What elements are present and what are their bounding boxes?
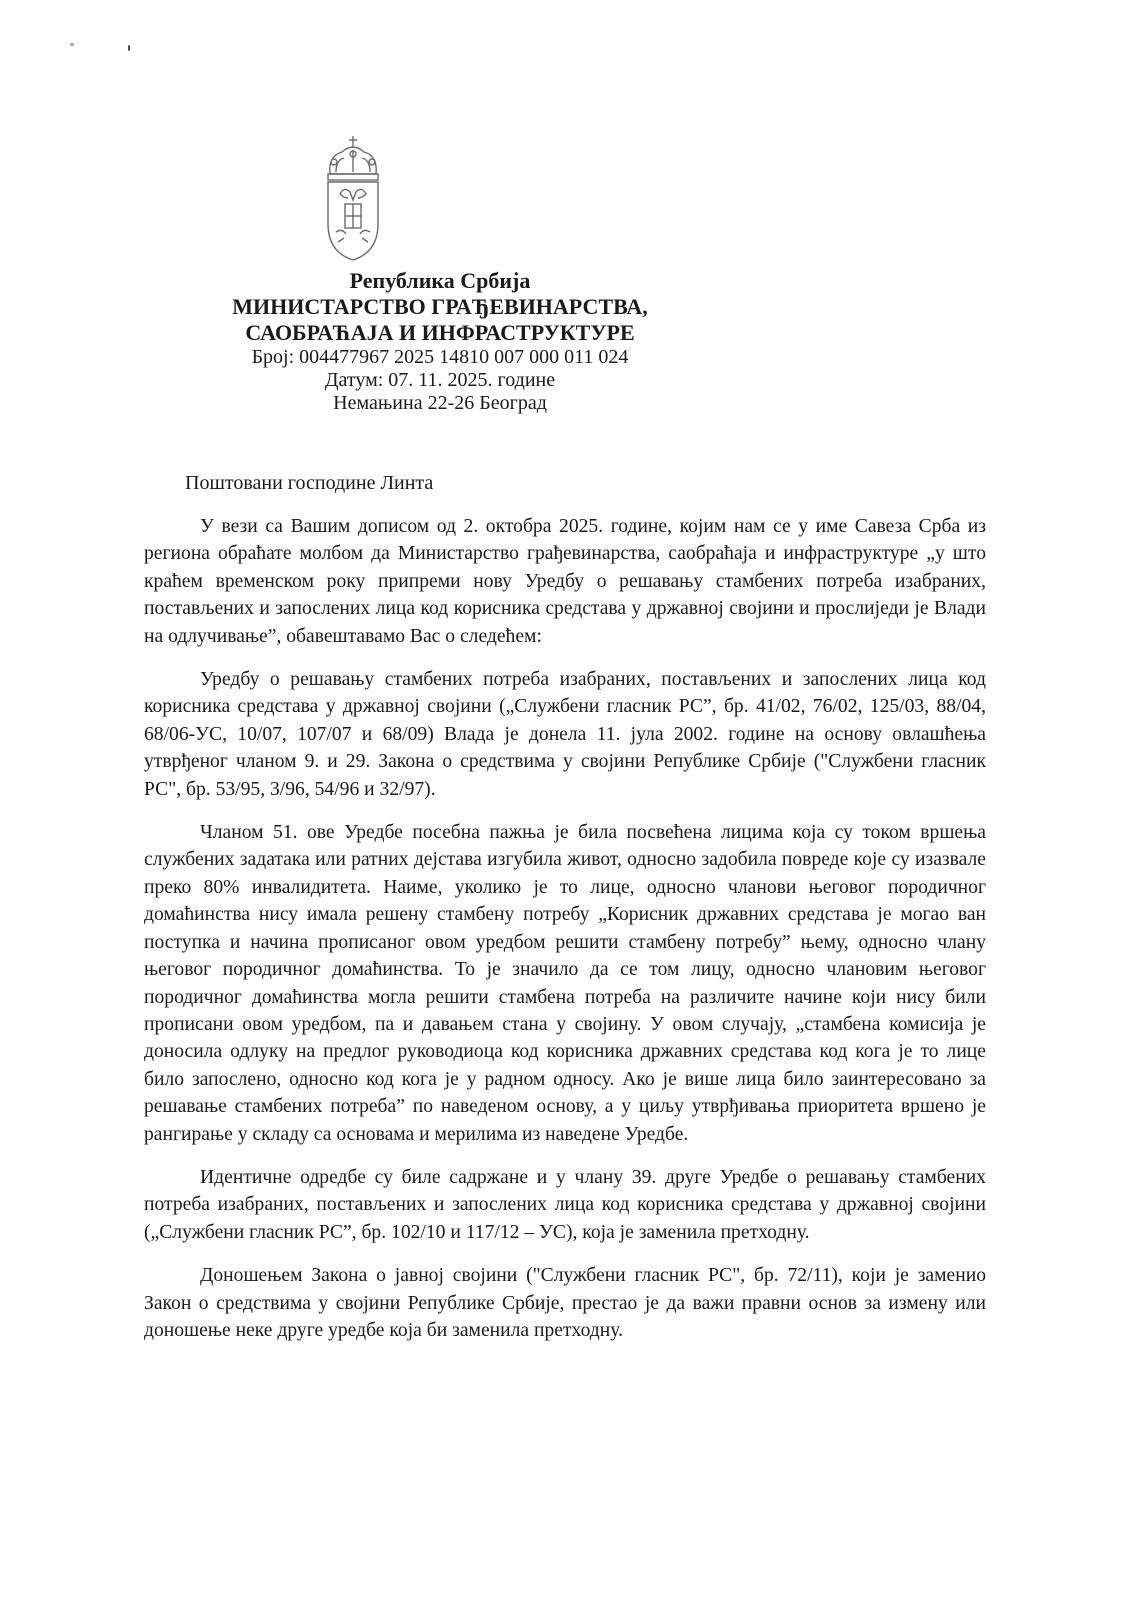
paragraph: У вези са Вашим дописом од 2. октобра 2025. године, којим нам се у име Савеза Срба из региона обраћате молбом да Министарство грађевинарства, саобраћаја и инфраструктуре „у што краћем временском року припреми нову Уредбу о решавању стамбених потреба изабраних, постављених и запослених лица код корисника средстава у државној својини и прослиједи је Влади на одлучивање”, обавештавамо Вас о следећем: (144, 516, 986, 647)
paragraph: Доношењем Закона о јавној својини ("Службени гласник РС", бр. 72/11), који је заменио Закон о средствима у својини Републике Србије, престао је да важи правни основ за измену или доношење неке друге уредбе која би заменила претходну. (144, 1265, 986, 1341)
country-name: Република Србија (349, 268, 531, 293)
letterhead (200, 268, 680, 415)
document-date: Датум: 07. 11. 2025. године (324, 369, 556, 391)
paragraph: Чланом 51. ове Уредбе посебна пажња је била посвећена лицима која су током вршења службених задатака или ратних дејстава изгубила живот, односно задобила повреде које су изазвале преко 80% инвалидитета. Наиме, уколико је то лице, односно чланови његовог породичног домаћинства нису имала решену стамбену потребу „Корисник државних средстава је могао ван поступка и начина прописаног овом уредбом решити стамбену потребу” њему, односно члану његовог породичног домаћинства. То је значило да се том лицу, односно члановим његовог породичног домаћинства могла решити стамбена потреба на различите начине који нису били прописани овом уредбом, па и давањем стана у својину. У овом случају, „стамбена комисија је доносила одлуку на предлог руководиоца код корисника државних средстава код кога је то лице било запослено, односно код кога је у радном односу. Ако је више лица било заинтересовано за решавање стамбених потреба” по наведеном основу, а у циљу утврђивања приоритета вршено је рангирање у складу са основама и мерилима из наведене Уредбе. (144, 822, 986, 1145)
paragraph: Уредбу о решавању стамбених потреба изабраних, постављених и запослених лица код корисника средстава у државној својини („Службени гласник РС”, бр. 41/02, 76/02, 125/03, 88/04, 68/06-УС, 10/07, 107/07 и 68/09) Влада је донела 11. јула 2002. године на основу овлашћења утврђеног чланом 9. и 29. Закона о средствима у својини Републике Србије ("Службени гласник РС", бр. 53/95, 3/96, 54/96 и 32/97). (144, 669, 986, 800)
salutation: Поштовани господине Линта (185, 472, 434, 494)
paragraph: Идентичне одредбе су биле садржане и у члану 39. друге Уредбе о решавању стамбених потреба изабраних, постављених и запослених лица код корисника средстава у државној својини („Службени гласник РС”, бр. 102/10 и 117/12 – УС), која је заменила претходну. (144, 1166, 986, 1243)
reference-number: Број: 004477967 2025 14810 007 000 011 024 (251, 346, 629, 368)
scan-speck (70, 43, 74, 46)
letter-body (144, 513, 986, 1360)
scan-speck (128, 45, 130, 51)
ministry-name-line-1: МИНИСТАРСТВО ГРАЂЕВИНАРСТВА, (232, 294, 648, 319)
serbia-coat-of-arms-icon (322, 134, 384, 262)
ministry-name-line-2: САОБРАЋАЈА И ИНФРАСТРУКТУРЕ (245, 320, 635, 345)
ministry-address: Немањина 22-26 Београд (333, 392, 547, 414)
